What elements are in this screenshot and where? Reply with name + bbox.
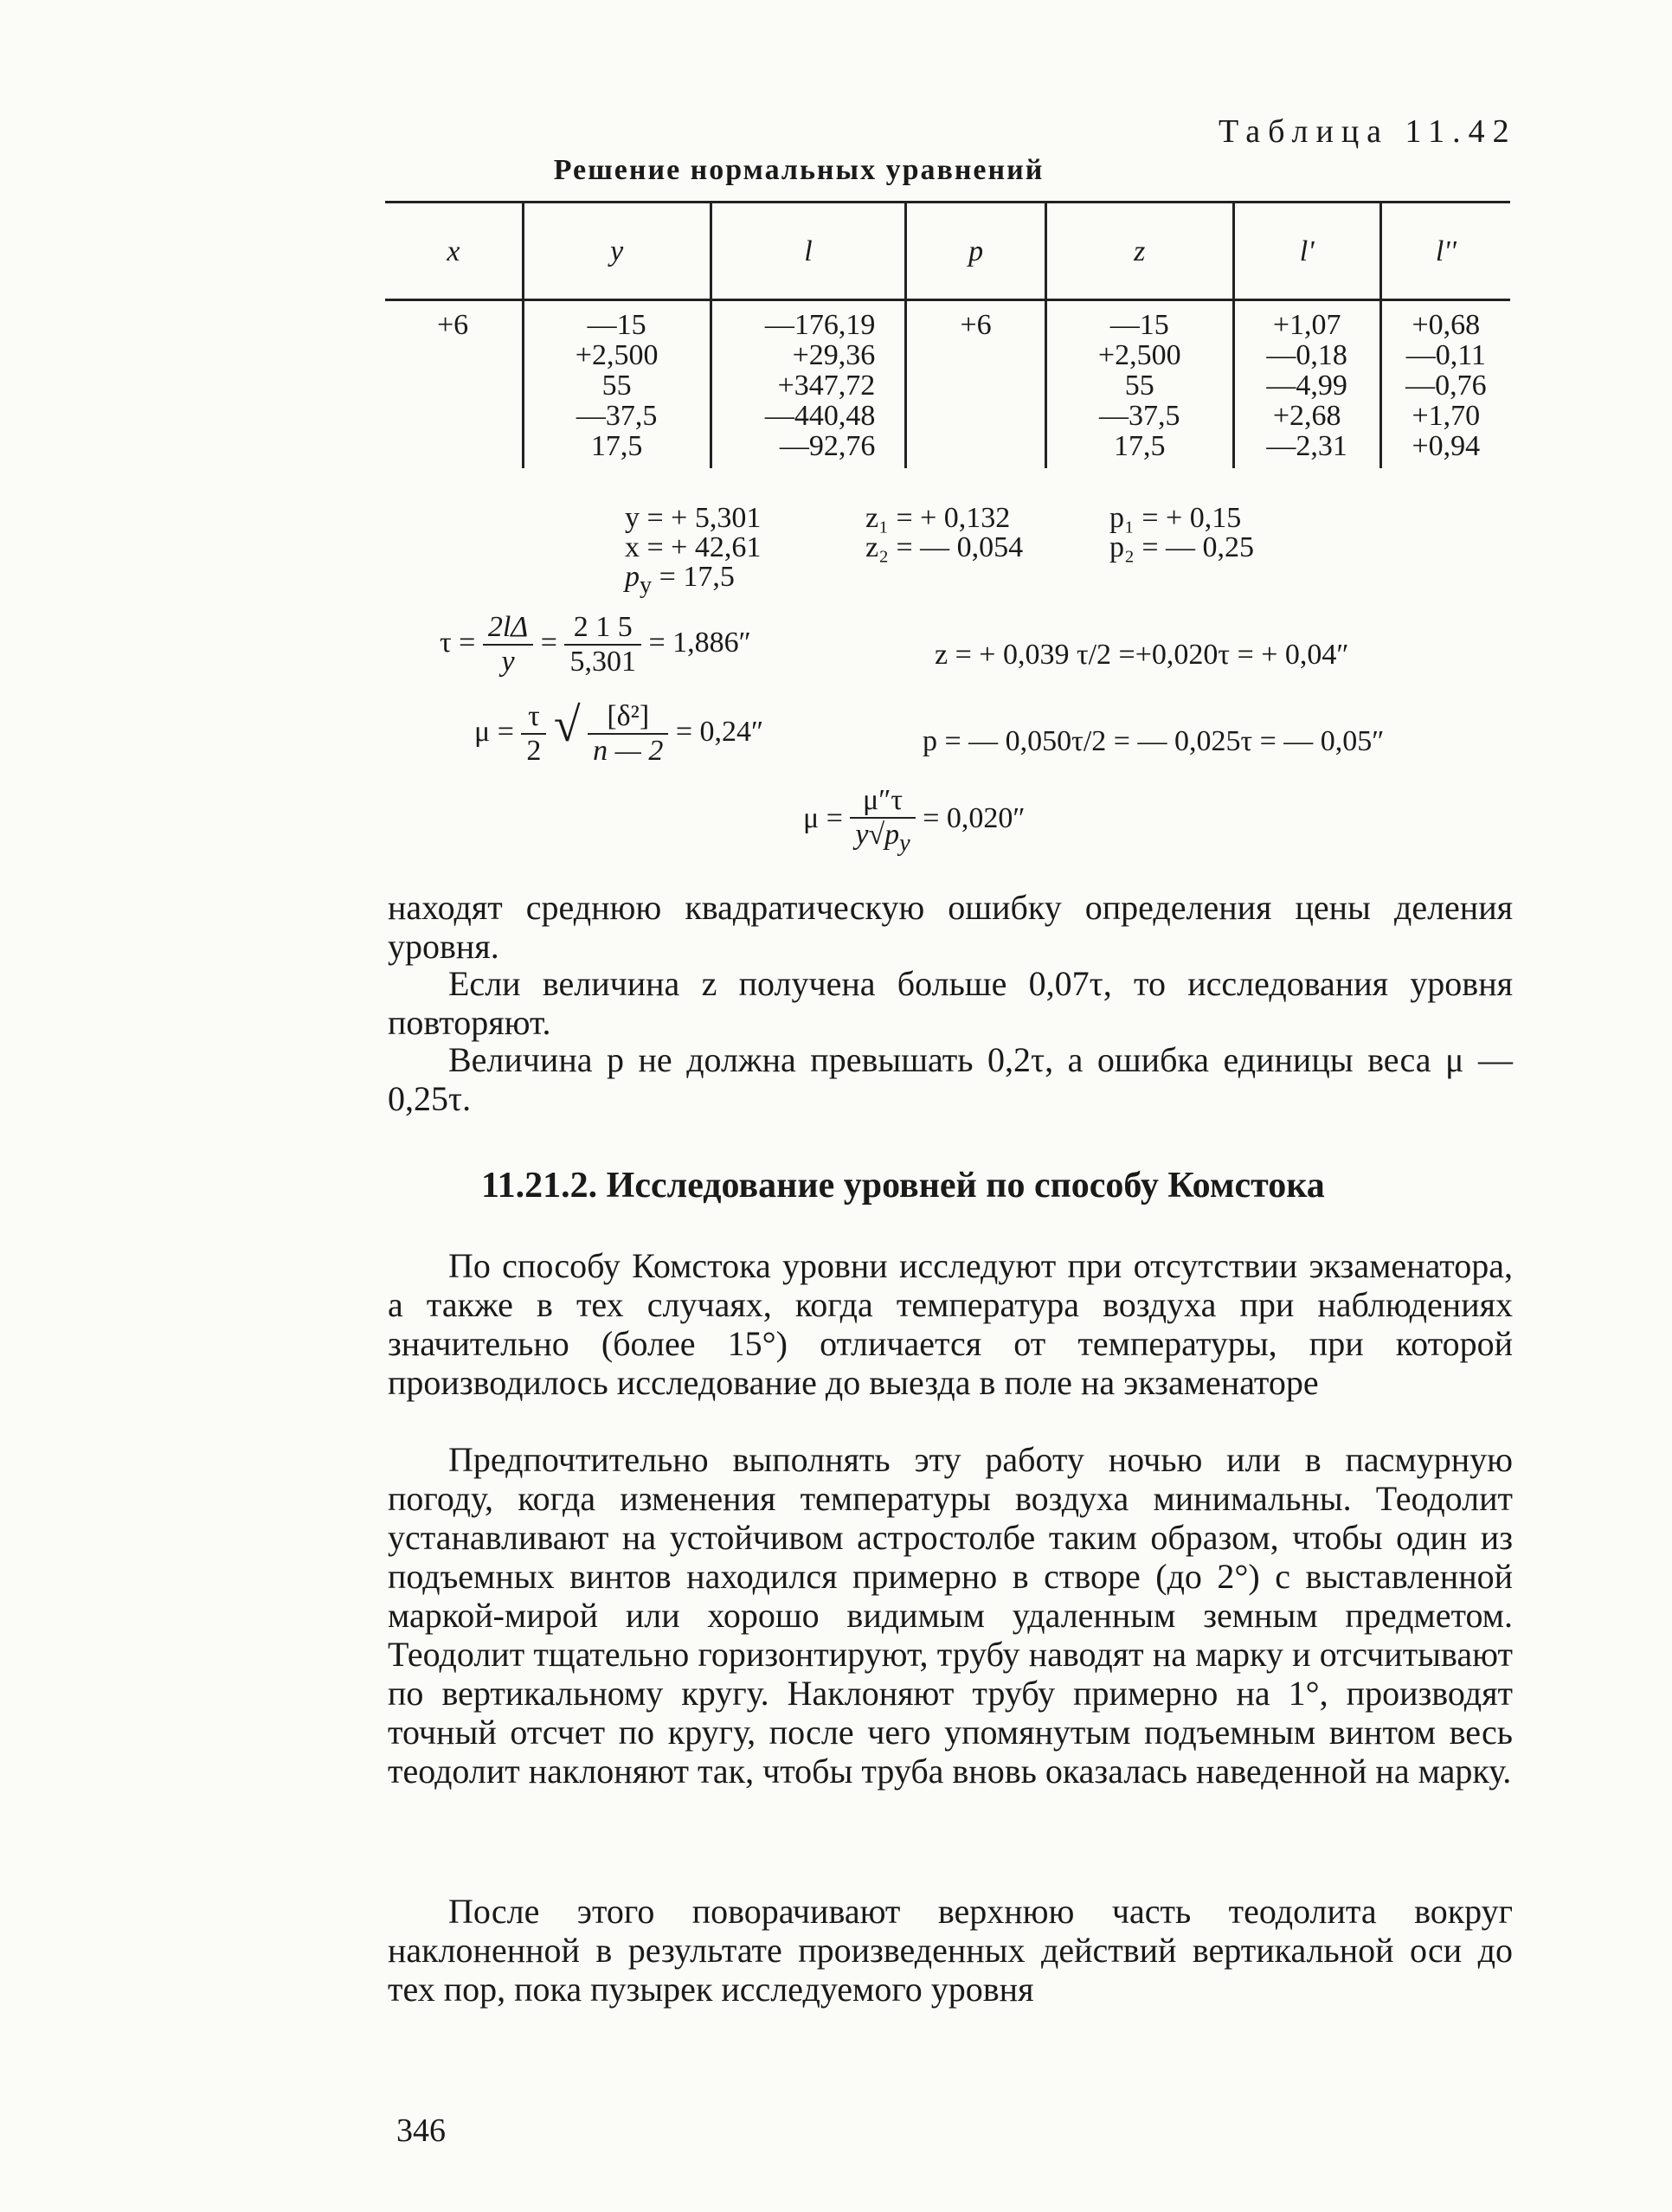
cell-p: [906, 300, 1046, 469]
cell-value: +1,70: [1412, 400, 1481, 432]
col-header-x: x: [385, 203, 523, 300]
mu2-formula: [803, 784, 1026, 858]
cell-value: +2,68: [1272, 400, 1341, 432]
col-header-p: p: [906, 203, 1046, 300]
cell-l2: [1380, 300, 1510, 469]
mu-tau-fraction: [521, 700, 546, 768]
cell-value: +2,500: [575, 339, 659, 371]
mu-formula: [474, 698, 763, 768]
result-py: [625, 561, 735, 600]
cell-value: —15: [587, 309, 646, 341]
tau-denominator-numeric: 5,301: [569, 646, 636, 678]
paragraph-4: По способу Комстока уровни исследуют при отсутствии экзаменатора, а также в тех случаях, когда температура воздуха при наблюдениях значительно (более 15°) отличается от температуры, при которой производилось исследование до выезда в поле на экзаменаторе: [388, 1246, 1513, 1402]
col-header-l2: l'': [1380, 203, 1510, 300]
result-x: x = + 42,61: [625, 531, 762, 563]
tau-numerator-numeric: 2 1 5: [564, 611, 641, 646]
cell-value: 17,5: [590, 430, 643, 462]
cell-value: +347,72: [777, 370, 876, 402]
z-line: z = + 0,039 τ/2 =+0,020τ = + 0,04″: [935, 639, 1349, 671]
mu2-numerator: μ″τ: [850, 784, 915, 819]
cell-value: —440,48: [764, 400, 876, 432]
tau-fraction: [483, 611, 533, 678]
cell-value: —37,5: [576, 400, 658, 432]
mu-root-numerator: [δ²]: [588, 700, 668, 735]
cell-value: —15: [1109, 309, 1169, 341]
tau-equals: =: [540, 626, 557, 659]
col-header-z: z: [1045, 203, 1233, 300]
cell-value: 17,5: [1114, 430, 1166, 462]
py-subscript: y: [640, 571, 653, 599]
table-title: Решение нормальных уравнений: [553, 154, 1045, 186]
cell-p-value: +6: [960, 309, 992, 341]
p-line: p = — 0,050τ/2 = — 0,025τ = — 0,05″: [923, 725, 1385, 757]
result-p1: p₁ = + 0,15: [1109, 502, 1242, 534]
paragraph-2: Если величина z получена больше 0,07τ, то исследования уровня повторяют.: [388, 964, 1513, 1042]
cell-value: —0,11: [1405, 339, 1486, 371]
cell-value: +29,36: [792, 339, 876, 371]
normal-equations-table: [385, 201, 1510, 468]
cell-z: [1045, 300, 1233, 469]
cell-value: +2,500: [1097, 339, 1181, 371]
mu2-lhs: μ =: [803, 802, 843, 835]
table-label: Таблица 11.42: [1219, 113, 1517, 150]
mu2-denominator: [850, 819, 915, 858]
cell-y: [523, 300, 711, 469]
tau-formula: [440, 611, 751, 678]
result-y: y = + 5,301: [625, 502, 762, 534]
cell-value: —37,5: [1099, 400, 1180, 432]
mu2-denominator-base: y√p: [855, 819, 900, 851]
mu-tau-denominator: 2: [526, 735, 542, 768]
paragraph-3: Величина p не должна превышать 0,2τ, а ошибка единицы веса μ — 0,25τ.: [388, 1040, 1513, 1118]
py-symbol: p: [625, 561, 640, 593]
paragraph-5: Предпочтительно выполнять эту работу ночью или в пасмурную погоду, когда изменения температуры воздуха минимальны. Теодолит устанавливают на устойчивом астростолбе таким образом, чтобы один из подъемных винтов находился примерно в створе (до 2°) с выставленной маркой-мирой или хорошо видимым удаленным земным предметом. Теодолит тщательно горизонтируют, трубу наводят на марку и отсчитывают по вертикальному кругу. Наклоняют трубу примерно на 1°, производят точный отсчет по кругу, после чего упомянутым подъемным винтом весь теодолит наклоняют так, чтобы труба вновь оказалась наведенной на марку.: [388, 1440, 1513, 1791]
mu2-result: = 0,020″: [923, 802, 1026, 835]
col-header-l: l: [711, 203, 906, 300]
cell-l1: [1233, 300, 1380, 469]
cell-value: —4,99: [1266, 370, 1347, 402]
mu2-denominator-subscript: y: [899, 829, 910, 857]
tau-result: = 1,886″: [648, 626, 751, 659]
mu-root-fraction: [588, 700, 668, 768]
cell-value: —0,76: [1405, 370, 1487, 402]
cell-value: —176,19: [764, 309, 876, 341]
page-number: 346: [396, 2112, 446, 2149]
cell-value: +0,94: [1412, 430, 1481, 462]
cell-value: —0,18: [1266, 339, 1347, 371]
sqrt-icon: √: [553, 698, 581, 752]
cell-value: 55: [601, 370, 632, 402]
cell-x: [385, 300, 523, 469]
cell-value: —92,76: [779, 430, 876, 462]
result-z1: z₁ = + 0,132: [865, 502, 1011, 534]
mu-lhs: μ =: [474, 716, 514, 748]
tau-numerator: 2lΔ: [483, 611, 533, 646]
col-header-l1: l': [1233, 203, 1380, 300]
col-header-y: y: [523, 203, 711, 300]
cell-value: 55: [1124, 370, 1154, 402]
result-z2: z₂ = — 0,054: [865, 531, 1024, 563]
cell-l: [711, 300, 906, 469]
py-value: = 17,5: [652, 561, 735, 593]
mu-result: = 0,24″: [675, 716, 764, 748]
cell-value: +0,68: [1412, 309, 1481, 341]
paragraph-1: находят среднюю квадратическую ошибку определения цены деления уровня.: [388, 888, 1513, 966]
tau-denominator: y: [501, 646, 515, 678]
paragraph-6: После этого поворачивают верхнюю часть теодолита вокруг наклоненной в результате произведенных действий вертикальной оси до тех пор, пока пузырек исследуемого уровня: [388, 1892, 1513, 2009]
mu2-fraction: [850, 784, 915, 858]
cell-x-value: +6: [437, 309, 469, 341]
mu-root-denominator: n — 2: [593, 735, 664, 768]
tau-fraction-numeric: [564, 611, 641, 678]
mu-tau-numerator: τ: [521, 700, 546, 735]
tau-lhs: τ =: [440, 626, 476, 659]
section-heading: 11.21.2. Исследование уровней по способу Комстока: [481, 1166, 1325, 1206]
table-row: [385, 300, 1510, 469]
table-header-row: [385, 203, 1510, 300]
cell-value: +1,07: [1272, 309, 1341, 341]
result-p2: p₂ = — 0,25: [1109, 531, 1255, 563]
cell-value: —2,31: [1266, 430, 1347, 462]
